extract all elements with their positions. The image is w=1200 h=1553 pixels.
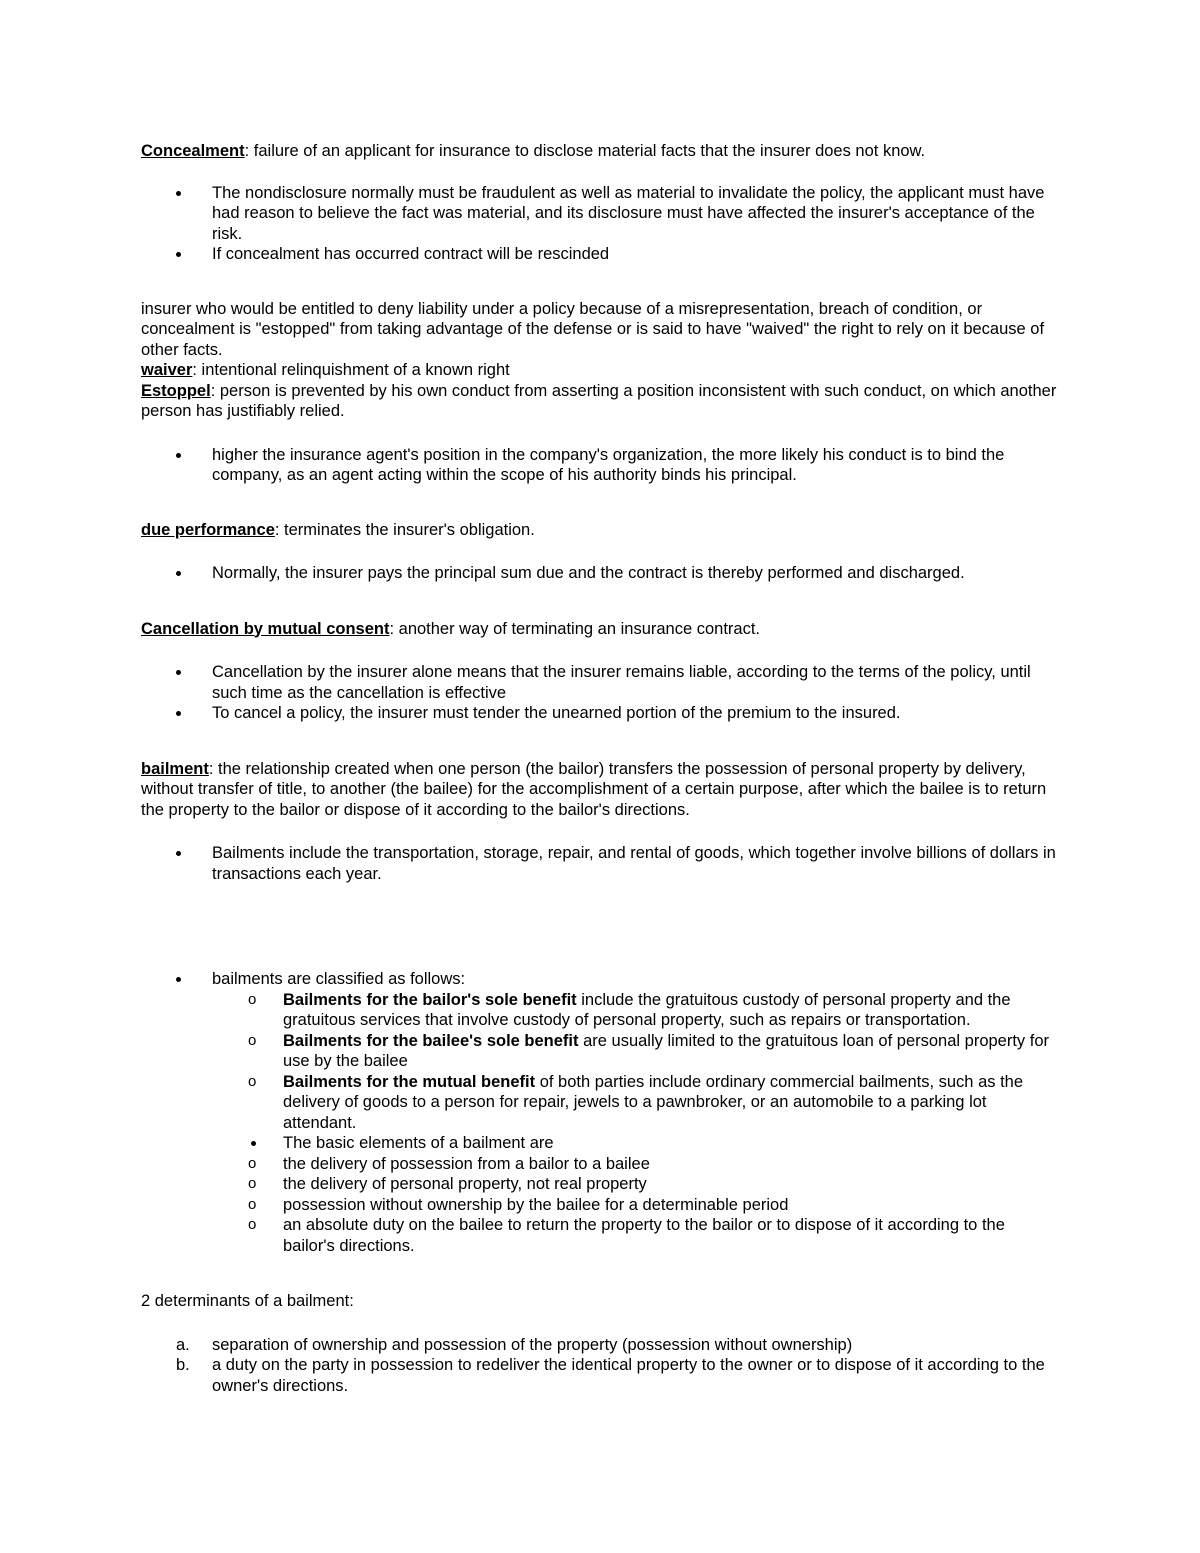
due-performance-definition: due performance: terminates the insurer's obligation.	[141, 520, 535, 539]
list-item: If concealment has occurred contract will be rescinded	[141, 244, 1061, 265]
list-item: o Bailments for the bailee's sole benefit are usually limited to the gratuitous loan of personal property for use by the bailee	[248, 1031, 1050, 1070]
bullet-icon	[176, 453, 181, 458]
list-marker: b.	[176, 1356, 190, 1374]
estoppel-bullets	[141, 445, 1061, 486]
bullet-icon	[176, 851, 181, 856]
circle-bullet-icon: o	[248, 1216, 257, 1233]
due-performance-term: due performance	[141, 520, 275, 539]
bullet-icon	[176, 711, 181, 716]
determinants-list	[141, 1335, 1061, 1397]
concealment-definition: Concealment: failure of an applicant for insurance to disclose material facts that the insurer does not know.	[141, 142, 926, 160]
list-item: o the delivery of possession from a bailor to a bailee	[248, 1154, 650, 1173]
list-item: o an absolute duty on the bailee to return the property to the bailor or to dispose of it according to the bailor's directions.	[248, 1216, 1005, 1255]
document-page	[141, 141, 1061, 1396]
bailment-term: bailment	[141, 759, 209, 778]
bullet-icon	[176, 571, 181, 576]
list-item: The nondisclosure normally must be fraudulent as well as material to invalidate the policy, the applicant must have had reason to believe the fact was material, and its disclosure must have affected the insurer's acceptance of the risk.	[141, 183, 1061, 245]
list-item: b. a duty on the party in possession to redeliver the identical property to the owner or to dispose of it according to the owner's directions.	[176, 1356, 1045, 1395]
bullet-icon	[176, 670, 181, 675]
concealment-term: Concealment	[141, 142, 245, 160]
waiver-definition: waiver: intentional relinquishment of a known right	[141, 361, 510, 379]
bailment-bullets	[141, 843, 1061, 884]
cancellation-bullets	[141, 662, 1061, 724]
list-item: o the delivery of personal property, not real property	[248, 1175, 647, 1193]
estoppel-term: Estoppel	[141, 381, 211, 400]
bailment-classification	[141, 969, 1061, 1256]
circle-bullet-icon: o	[248, 990, 257, 1008]
estoppel-intro: insurer who would be entitled to deny liability under a policy because of a misrepresentation, breach of condition, or concealment is "estopped" from taking advantage of the defense or is said to have "waived" the right to rely on it because of other facts.	[141, 299, 1045, 359]
list-item: Normally, the insurer pays the principal sum due and the contract is thereby performed and discharged.	[141, 563, 1061, 584]
list-item: Cancellation by the insurer alone means that the insurer remains liable, according to the terms of the policy, until such time as the cancellation is effective	[141, 662, 1061, 703]
list-item: bailments are classified as follows:	[141, 969, 1061, 990]
list-item: The basic elements of a bailment are	[141, 1133, 1061, 1154]
list-item: a. separation of ownership and possession of the property (possession without ownership)	[176, 1335, 853, 1354]
circle-bullet-icon: o	[248, 1154, 257, 1172]
estoppel-definition: Estoppel: person is prevented by his own conduct from asserting a position inconsistent with such conduct, on which another person has justifiably relied.	[141, 381, 1057, 420]
list-item: higher the insurance agent's position in the company's organization, the more likely his conduct is to bind the company, as an agent acting within the scope of his authority binds his principal.	[141, 445, 1061, 486]
cancellation-definition: Cancellation by mutual consent: another way of terminating an insurance contract.	[141, 619, 761, 638]
bullet-icon	[176, 191, 181, 196]
bullet-icon	[176, 977, 181, 982]
list-item: o possession without ownership by the bailee for a determinable period	[248, 1195, 789, 1214]
list-marker: a.	[176, 1335, 190, 1354]
circle-bullet-icon: o	[248, 1175, 257, 1192]
waiver-term: waiver	[141, 361, 193, 379]
due-performance-bullets	[141, 563, 1061, 584]
concealment-bullets	[141, 183, 1061, 265]
determinants-heading: 2 determinants of a bailment:	[141, 1292, 354, 1310]
circle-bullet-icon: o	[248, 1195, 257, 1213]
circle-bullet-icon: o	[248, 1031, 257, 1049]
bullet-icon	[176, 252, 181, 257]
list-item: o Bailments for the mutual benefit of both parties include ordinary commercial bailments, such as the delivery of goods to a person for repair, jewels to a pawnbroker, or an automobile to a parking lot attendant.	[248, 1072, 1024, 1132]
list-item: Bailments include the transportation, storage, repair, and rental of goods, which together involve billions of dollars in transactions each year.	[141, 843, 1061, 884]
bullet-icon	[251, 1141, 256, 1146]
cancellation-term: Cancellation by mutual consent	[141, 619, 390, 638]
list-item: o Bailments for the bailor's sole benefit include the gratuitous custody of personal property and the gratuitous services that involve custody of personal property, such as repairs or transportation.	[248, 990, 1011, 1029]
list-item: To cancel a policy, the insurer must tender the unearned portion of the premium to the insured.	[141, 703, 1061, 724]
bailment-definition: bailment: the relationship created when one person (the bailor) transfers the possession of personal property by delivery, without transfer of title, to another (the bailee) for the accomplishment of a certain purpose, after which the bailee is to return the property to the bailor or dispose of it according to the bailor's directions.	[141, 759, 1047, 819]
circle-bullet-icon: o	[248, 1072, 257, 1090]
